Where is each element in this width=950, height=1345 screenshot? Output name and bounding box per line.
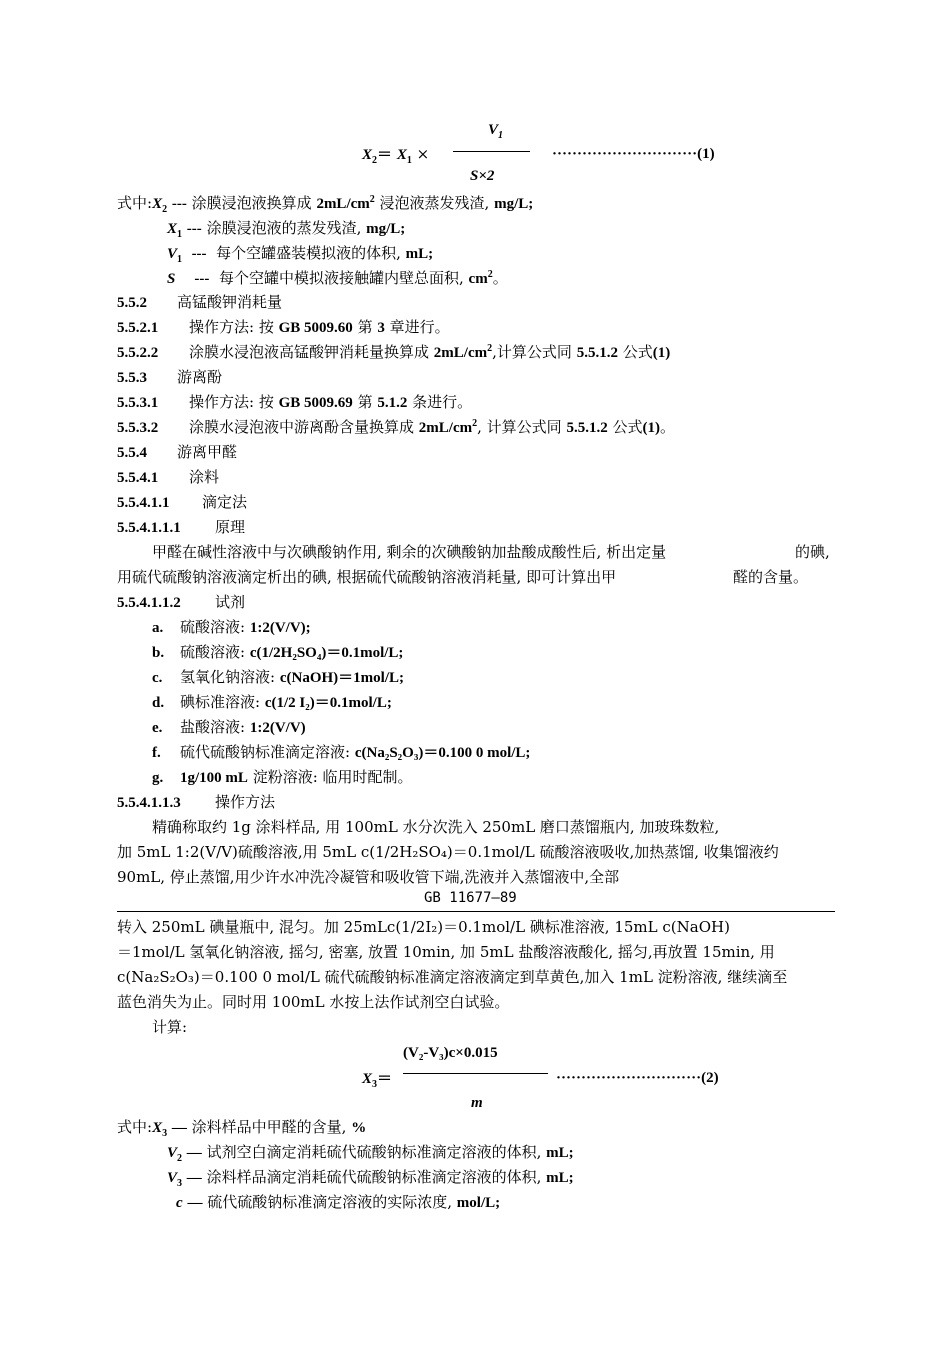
where2-line-3: $V_3$ — 涂料样品滴定消耗硫代硫酸钠标准滴定溶液的体积, mL;	[167, 1168, 574, 1189]
formula1-denominator: S×2	[470, 168, 495, 184]
section-5-5-3-1: 5.5.3.1 操作方法: 按 GB 5009.69 第 5.1.2 条进行。	[117, 393, 473, 411]
section-5-5-4-1-1-2: 5.5.4.1.1.2 试剂	[117, 593, 246, 611]
reagent-g: g. 1g/100 mL 淀粉溶液: 临用时配制。	[152, 768, 413, 786]
section-5-5-4-1-1-1: 5.5.4.1.1.1 原理	[117, 518, 246, 536]
continuation-line-2: ＝1mol/L 氢氧化钠溶液, 摇匀, 密塞, 放置 10min, 加 5mL 盐酸溶液酸化, 摇匀,再放置 15min, 用	[117, 943, 775, 961]
formula2-number: ·····························(2)	[556, 1070, 719, 1086]
reagent-d: d. 碘标准溶液: c(1/2 I₂)＝0.1mol/L;	[152, 693, 392, 711]
principle-line-2a: 用硫代硫酸钠溶液滴定析出的碘, 根据硫代硫酸钠溶液消耗量, 即可计算出甲	[117, 568, 617, 586]
section-5-5-4-1-1-3: 5.5.4.1.1.3 操作方法	[117, 793, 276, 811]
reagent-f: f. 硫代硫酸钠标准滴定溶液: c(Na₂S₂O₃)＝0.100 0 mol/L;	[152, 743, 531, 761]
section-5-5-4-1-1: 5.5.4.1.1 滴定法	[117, 493, 248, 511]
where1-line-2: $X_1$ --- 涂膜浸泡液的蒸发残渣, mg/L;	[167, 219, 406, 240]
formula2-fraction-bar	[403, 1073, 548, 1074]
formula1-numerator: $V_1$	[488, 122, 504, 141]
where1-line-1: 式中$:X_2$ --- 涂膜浸泡液换算成 $2mL/cm^2$ 浸泡液蒸发残渣, mg/L;	[117, 194, 534, 215]
reagent-b: b. 硫酸溶液: c(1/2H₂SO₄)＝0.1mol/L;	[152, 643, 404, 661]
where1-line-4: S --- 每个空罐中模拟液接触罐内壁总面积, $cm^2$。	[167, 269, 508, 287]
standard-header: GB 11677—89	[424, 890, 517, 906]
section-5-5-4-1: 5.5.4.1 涂料	[117, 468, 220, 486]
where2-line-2: $V_2$ — 试剂空白滴定消耗硫代硫酸钠标准滴定溶液的体积, mL;	[167, 1143, 574, 1164]
formula2-lhs: $X_3=$	[362, 1071, 393, 1090]
section-5-5-2: 5.5.2 高锰酸钾消耗量	[117, 293, 283, 311]
reagent-c: c. 氢氧化钠溶液: c(NaOH)＝1mol/L;	[152, 668, 404, 686]
continuation-line-3: c(Na₂S₂O₃)＝0.100 0 mol/L 硫代硫酸钠标准滴定溶液滴定到草黄色,加入 1mL 淀粉溶液, 继续滴至	[117, 968, 788, 986]
formula2-numerator: (V₂-V₃)c×0.015	[403, 1045, 498, 1061]
section-5-5-4: 5.5.4 游离甲醛	[117, 443, 238, 461]
procedure-line-3: 90mL, 停止蒸馏,用少许水冲洗冷凝管和吸收管下端,洗液并入蒸馏液中,全部	[117, 868, 620, 886]
section-5-5-3-2: 5.5.3.2 涂膜水浸泡液中游离酚含量换算成 $2mL/cm^2$, 计算公式同 5.5.1.2 公式(1)。	[117, 418, 676, 436]
section-5-5-2-2: 5.5.2.2 涂膜水浸泡液高锰酸钾消耗量换算成 $2mL/cm^2$,计算公式同 5.5.1.2 公式(1)	[117, 343, 671, 361]
continuation-line-1: 转入 250mL 碘量瓶中, 混匀。加 25mLc(1/2I₂)＝0.1mol/L 碘标准溶液, 15mL c(NaOH)	[117, 918, 730, 936]
procedure-line-1: 精确称取约 1g 涂料样品, 用 100mL 水分次洗入 250mL 磨口蒸馏瓶内, 加玻珠数粒,	[152, 818, 720, 836]
reagent-e: e. 盐酸溶液: 1:2(V/V)	[152, 718, 306, 736]
where2-line-1: 式中$:X_3$ — 涂料样品中甲醛的含量, %	[117, 1118, 367, 1139]
principle-line-1a: 甲醛在碱性溶液中与次碘酸钠作用, 剩余的次碘酸钠加盐酸成酸性后, 析出定量	[152, 543, 667, 561]
formula1-number: ·····························(1)	[552, 146, 715, 162]
section-5-5-3: 5.5.3 游离酚	[117, 368, 223, 386]
header-rule	[117, 911, 835, 912]
principle-line-1b: 的碘,	[795, 543, 830, 561]
procedure-line-2: 加 5mL 1:2(V/V)硫酸溶液,用 5mL c(1/2H₂SO₄)＝0.1mol/L 硫酸溶液吸收,加热蒸馏, 收集馏液约	[117, 843, 779, 861]
continuation-line-4: 蓝色消失为止。同时用 100mL 水按上法作试剂空白试验。	[117, 993, 510, 1011]
reagent-a: a. 硫酸溶液: 1:2(V/V);	[152, 618, 311, 636]
where1-line-3: $V_1$ --- 每个空罐盛装模拟液的体积, mL;	[167, 244, 434, 265]
formula1-lhs: $X_2= X_1$ ×	[362, 145, 430, 166]
where2-line-4: c — 硫代硫酸钠标准滴定溶液的实际浓度, mol/L;	[176, 1193, 501, 1211]
formula2-denominator: m	[471, 1095, 483, 1111]
principle-line-2b: 醛的含量。	[733, 568, 809, 586]
section-5-5-2-1: 5.5.2.1 操作方法: 按 GB 5009.60 第 3 章进行。	[117, 318, 450, 336]
calc-label: 计算:	[152, 1018, 188, 1036]
formula1-fraction-bar	[453, 151, 530, 152]
